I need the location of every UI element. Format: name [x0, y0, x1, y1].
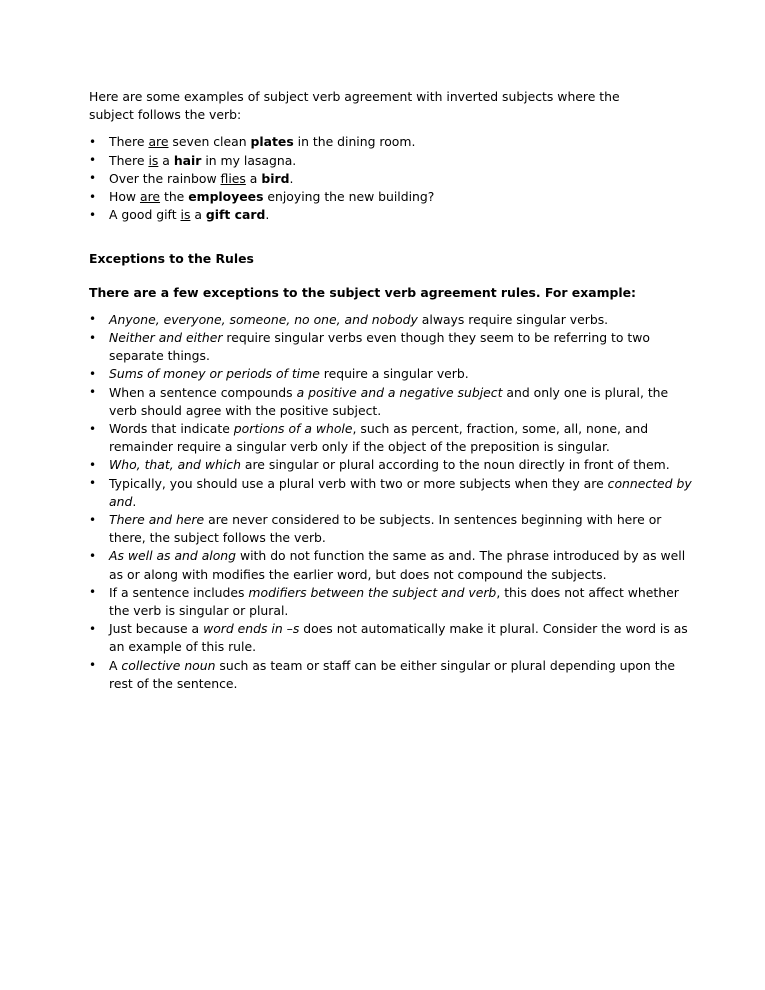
plain-text: the	[160, 189, 189, 205]
list-item	[89, 456, 698, 474]
italic-text: portions of a whole	[233, 421, 353, 437]
bold-text: bird	[261, 170, 290, 186]
plain-text: such as team or staff can be either singular or plural depending upon the rest of the sentence.	[109, 657, 676, 691]
bold-text: plates	[250, 134, 294, 150]
bold-text: employees	[188, 189, 264, 205]
plain-text: Just because a	[109, 621, 204, 637]
list-item	[89, 420, 698, 456]
list-item	[89, 329, 698, 365]
list-item	[89, 188, 679, 206]
plain-text: , such as percent, fraction, some, all, none, and remainder require a singular verb only if the object of the preposition is singular.	[109, 421, 649, 455]
plain-text: enjoying the new building?	[263, 189, 435, 205]
italic-text: modifiers between the subject and verb	[248, 584, 497, 600]
plain-text: require singular verbs even though they seem to be referring to two separate things.	[109, 330, 650, 364]
plain-text: always require singular verbs.	[417, 311, 609, 327]
bold-text: hair	[173, 152, 202, 168]
list-item	[89, 657, 698, 693]
underlined-verb: flies	[220, 170, 246, 186]
bold-text: gift card	[205, 207, 266, 223]
plain-text: .	[265, 207, 270, 223]
plain-text: does not automatically make it plural. Consider the word is as an example of this rule.	[109, 621, 688, 655]
plain-text: If a sentence includes	[109, 584, 249, 600]
plain-text: When a sentence compounds	[109, 384, 297, 400]
exceptions-heading: Exceptions to the Rules	[89, 251, 254, 267]
italic-text: a positive and a negative subject	[296, 384, 503, 400]
plain-text: Words that indicate	[109, 421, 234, 437]
plain-text: in the dining room.	[293, 134, 416, 150]
plain-text: .	[132, 493, 137, 509]
list-item	[89, 584, 698, 620]
plain-text: There	[109, 134, 149, 150]
list-item	[89, 365, 698, 383]
plain-text: in my lasagna.	[201, 152, 297, 168]
italic-text: collective noun	[121, 657, 216, 673]
italic-text: There and here	[109, 512, 205, 528]
list-item	[89, 547, 698, 583]
plain-text: There	[109, 152, 149, 168]
italic-text: Anyone, everyone, someone, no one, and nobody	[109, 311, 418, 327]
italic-text: Neither and either	[109, 330, 223, 346]
italic-text: Who, that, and which	[109, 457, 241, 473]
plain-text: .	[289, 170, 294, 186]
underlined-verb: is	[180, 207, 191, 223]
list-item	[89, 170, 679, 188]
document-content	[89, 88, 692, 693]
plain-text: are never considered to be subjects. In sentences beginning with here or there, the subject follows the verb.	[109, 512, 662, 546]
italic-text: As well as and along	[109, 548, 237, 564]
plain-text: with do not function the same as and. The phrase introduced by as well as or along with modifies the earlier word, but does not compound the subjects.	[109, 548, 686, 582]
list-item	[89, 475, 698, 511]
list-item	[89, 311, 698, 329]
plain-text: require a singular verb.	[319, 366, 469, 382]
plain-text: a	[158, 152, 174, 168]
plain-text: seven clean	[168, 134, 251, 150]
list-item	[89, 620, 698, 656]
plain-text: a	[190, 207, 206, 223]
list-item	[89, 152, 679, 170]
plain-text: How	[109, 189, 140, 205]
exceptions-list	[89, 311, 692, 693]
plain-text: A good gift	[109, 207, 181, 223]
plain-text: Typically, you should use a plural verb with two or more subjects when they are	[109, 475, 608, 491]
exceptions-lead-text: There are a few exceptions to the subject verb agreement rules. For example:	[89, 284, 636, 300]
heading-spacer	[89, 269, 679, 284]
plain-text: and only one is plural, the verb should agree with the positive subject.	[109, 384, 669, 418]
plain-text: are singular or plural according to the noun directly in front of them.	[240, 457, 670, 473]
underlined-verb: is	[148, 152, 159, 168]
list-item	[89, 511, 698, 547]
plain-text: Over the rainbow	[109, 170, 221, 186]
plain-text: , this does not affect whether the verb is singular or plural.	[109, 584, 679, 619]
italic-text: connected by and	[109, 475, 692, 509]
list-item	[89, 206, 679, 224]
section-spacer	[89, 224, 679, 250]
list-item	[89, 133, 679, 151]
list-item	[89, 384, 698, 420]
underlined-verb: are	[148, 134, 169, 150]
lead-spacer	[89, 302, 679, 311]
plain-text: a	[245, 170, 262, 186]
underlined-verb: are	[139, 189, 161, 205]
italic-text: word ends in –s	[203, 621, 300, 637]
plain-text: A	[109, 657, 122, 673]
intro-paragraph: Here are some examples of subject verb agreement with inverted subjects where the subject follows the verb:	[89, 89, 620, 123]
italic-text: Sums of money or periods of time	[109, 366, 320, 382]
inverted-subject-examples-list	[89, 133, 679, 224]
